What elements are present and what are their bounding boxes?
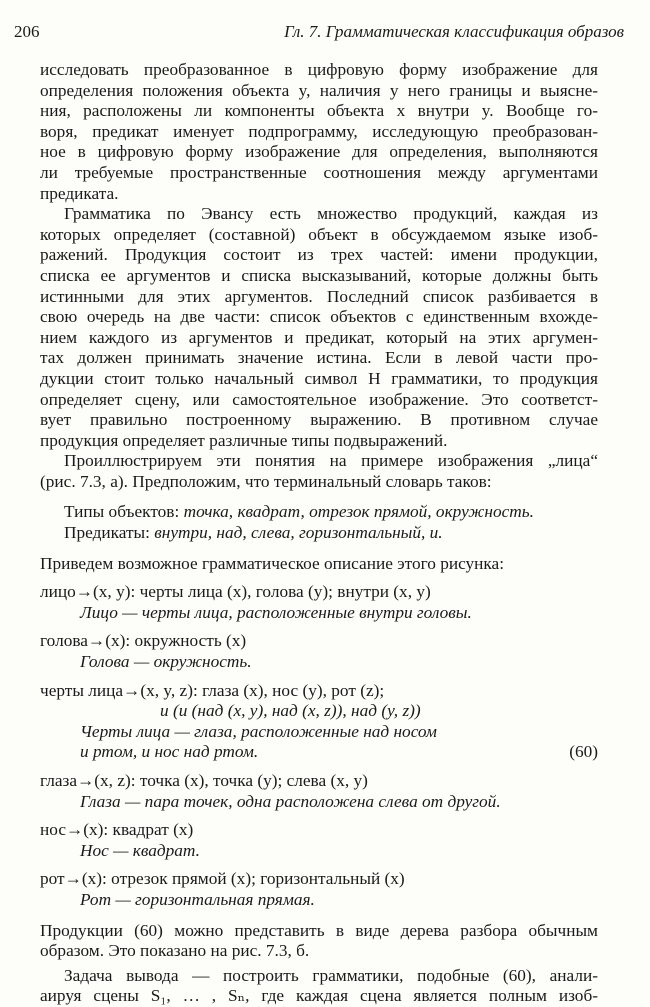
text-line: ное в цифровую форму изображение для определения, выполняются: [40, 142, 598, 162]
text-line: образом. Это показано на рис. 7.3, б.: [40, 941, 310, 961]
text-line: ния, расположены ли компоненты объекта x внутри y. Вообще го-: [40, 101, 598, 121]
rule-head-production: голова→(x): окружность (x): [40, 631, 247, 651]
rule-mouth: [40, 869, 598, 910]
paragraph-3: [40, 451, 598, 492]
text-line: свою очередь на две части: список объектов с единственным вхожде-: [40, 307, 598, 327]
text-line: вует правильно построенному выражению. В противном случае: [40, 410, 598, 430]
rule-face-production: лицо→(x, y): черты лица (x), голова (y); внутри (x, y): [40, 582, 431, 602]
text-line: Проиллюстрируем эти понятия на примере изображения „лица“: [64, 451, 598, 471]
rule-features-gloss-2-line: [40, 742, 598, 763]
grammar-intro: Приведем возможное грамматическое описание этого рисунка:: [40, 553, 505, 573]
text-line: воря, предикат именует подпрограмму, исследующую преобразован-: [40, 121, 598, 141]
rule-mouth-production: рот→(x): отрезок прямой (x); горизонтальный (x): [40, 869, 405, 889]
page-number: 206: [14, 22, 40, 41]
rule-features-gloss-2: и ртом, и нос над ртом.: [80, 742, 259, 762]
text-line: Задача вывода — построить грамматики, подобные (60), анали-: [64, 965, 598, 985]
rule-eyes-gloss: Глаза — пара точек, одна расположена слева от другой.: [80, 791, 501, 811]
text-line: Грамматика по Эвансу есть множество продукций, каждая из: [64, 204, 598, 224]
rule-face-gloss: Лицо — черты лица, расположенные внутри головы.: [80, 602, 472, 622]
rule-mouth-gloss: Рот — горизонтальная прямая.: [80, 889, 315, 909]
paragraph-4: [40, 921, 598, 962]
rule-nose-production: нос→(x): квадрат (x): [40, 820, 194, 840]
text-line: определения положения объекта y, наличия у него границы и выясне-: [40, 80, 598, 100]
text-line: истинными для этих аргументов. Последний список разбивается в: [40, 286, 598, 306]
rule-features-production: черты лица→(x, y, z): глаза (x), нос (y), рот (z);: [40, 680, 385, 700]
text-line: списка ее аргументов и списка высказываний, которые должны быть: [40, 265, 598, 285]
object-types-line: [40, 502, 598, 523]
text-line: нием каждого из аргументов и предикат, который на этих аргумен-: [40, 327, 598, 347]
rule-nose-gloss: Нос — квадрат.: [80, 840, 200, 860]
text-line: которых определяет (составной) объект в обсуждаемом языке изоб-: [40, 224, 598, 244]
predicates-label: Предикаты:: [64, 523, 150, 543]
text-line: определяет сцену, или самостоятельное изображение. Это соответст-: [40, 389, 598, 409]
page-header: [14, 22, 624, 46]
terminal-vocabulary: [40, 502, 598, 543]
rule-features-predicate: и (и (над (x, y), над (x, z)), над (y, z)): [160, 701, 421, 721]
predicates-value: внутри, над, слева, горизонтальный, и.: [154, 523, 443, 543]
rule-head-gloss: Голова — окружность.: [80, 652, 252, 672]
paragraph-5: [40, 966, 598, 1007]
rule-features-gloss-1: Черты лица — глаза, расположенные над носом: [80, 721, 437, 741]
predicates-line: [40, 523, 598, 544]
rule-eyes: [40, 771, 598, 812]
text-line: предиката.: [40, 183, 119, 203]
text-line: продукция определяет различные типы подвыражений.: [40, 430, 448, 450]
text-line: (рис. 7.3, а). Предположим, что терминальный словарь таков:: [40, 471, 492, 491]
rule-face: [40, 582, 598, 623]
text-line: ражений. Продукция состоит из трех частей: имени продукции,: [40, 245, 598, 265]
paragraph-2: [40, 204, 598, 451]
text-line: аируя сцены S₁, … , Sₙ, где каждая сцена является полным изоб-: [40, 986, 598, 1006]
running-title: Гл. 7. Грамматическая классификация образов: [284, 22, 624, 41]
page-body: [40, 60, 598, 1007]
object-types-label: Типы объектов:: [64, 502, 180, 522]
paragraph-1: [40, 60, 598, 204]
text-line: Продукции (60) можно представить в виде дерева разбора обычным: [40, 920, 598, 940]
rule-nose: [40, 820, 598, 861]
text-line: ли требуемые пространственные соотношения между аргументами: [40, 162, 598, 182]
object-types-value: точка, квадрат, отрезок прямой, окружность.: [183, 502, 534, 522]
rule-eyes-production: глаза→(x, z): точка (x), точка (y); слева (x, y): [40, 771, 368, 790]
rule-head: [40, 631, 598, 672]
equation-number: (60): [569, 742, 598, 762]
text-line: исследовать преобразованное в цифровую форму изображение для: [40, 60, 598, 79]
rule-features: [40, 681, 598, 763]
text-line: тах должен принимать значение истина. Если в левой части про-: [40, 348, 598, 368]
text-line: дукции стоит только начальный символ H грамматики, то продукция: [40, 368, 598, 388]
